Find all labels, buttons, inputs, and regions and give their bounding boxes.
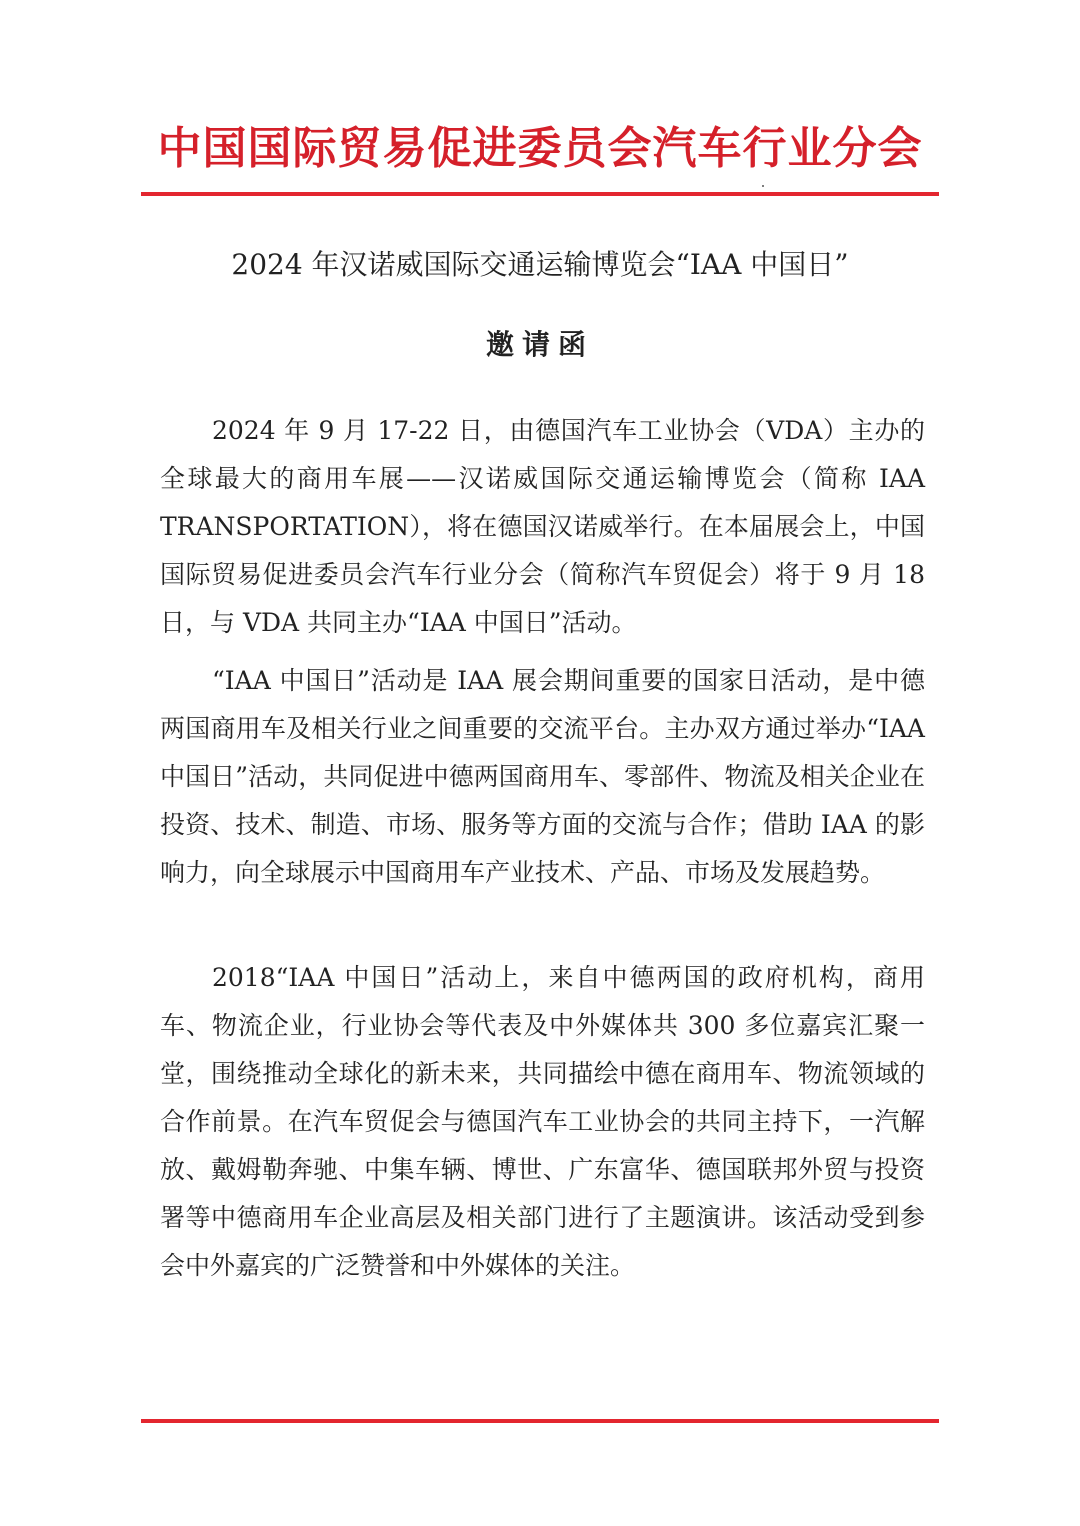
paragraph-3: 2018“IAA 中国日”活动上，来自中德两国的政府机构，商用车、物流企业，行业协会等代表及中外媒体共 300 多位嘉宾汇聚一堂，围绕推动全球化的新未来，共同描绘中德在商用车、物流领域的合作前景。在汽车贸促会与德国汽车工业协会的共同主持下，一汽解放、戴姆勒奔驰、中集车辆、博世、广东富华、德国联邦外贸与投资署等中德商用车企业高层及相关部门进行了主题演讲。该活动受到参会中外嘉宾的广泛赞誉和中外媒体的关注。 bbox=[160, 963, 925, 1280]
document-subtitle: 邀请函 bbox=[485, 328, 594, 361]
letterhead-organization-name: 中国国际贸易促进委员会汽车行业分会 bbox=[157, 123, 923, 174]
document-body bbox=[160, 0, 925, 1526]
paragraph-1: 2024 年 9 月 17-22 日，由德国汽车工业协会（VDA）主办的全球最大的商用车展——汉诺威国际交通运输博览会（简称 IAA TRANSPORTATION），将在德国汉诺威举行。在本届展会上，中国国际贸易促进委员会汽车行业分会（简称汽车贸促会）将于 9 月 18 日，与 VDA 共同主办“IAA 中国日”活动。 bbox=[160, 416, 925, 637]
footer-rule bbox=[141, 1419, 939, 1423]
document-title: 2024 年汉诺威国际交通运输博览会“IAA 中国日” bbox=[231, 248, 849, 281]
paragraph-2: “IAA 中国日”活动是 IAA 展会期间重要的国家日活动，是中德两国商用车及相关行业之间重要的交流平台。主办双方通过举办“IAA 中国日”活动，共同促进中德两国商用车、零部件、物流及相关企业在投资、技术、制造、市场、服务等方面的交流与合作；借助 IAA 的影响力，向全球展示中国商用车产业技术、产品、市场及发展趋势。 bbox=[160, 666, 925, 887]
